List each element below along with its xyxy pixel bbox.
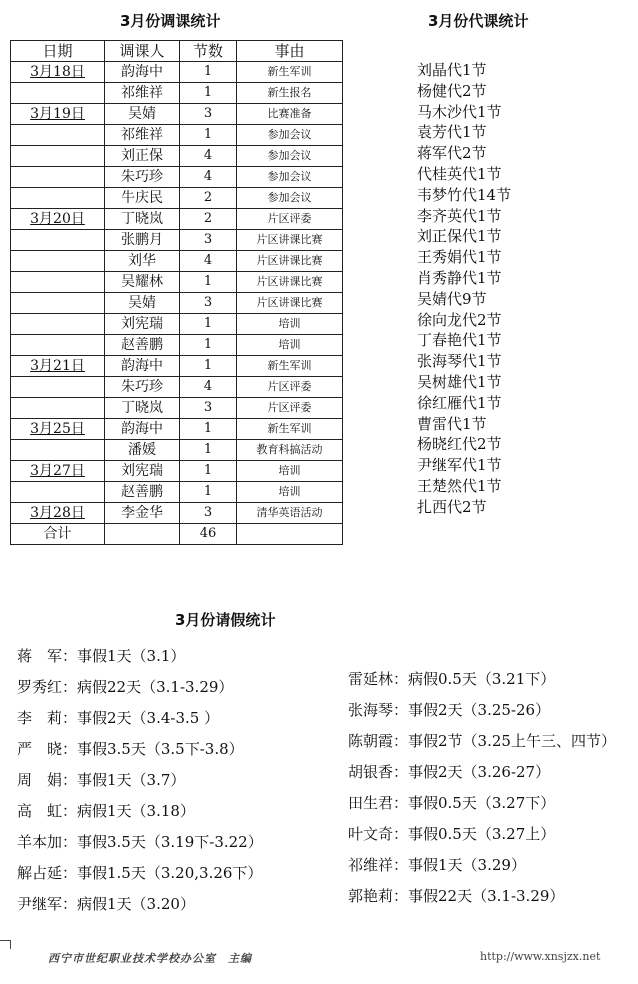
- reason-cell: 片区讲课比赛: [237, 251, 343, 272]
- date-cell: [11, 272, 105, 293]
- date-text: 3月19日: [30, 106, 85, 122]
- count-cell: 2: [180, 209, 237, 230]
- date-cell: [11, 188, 105, 209]
- count-cell: 4: [180, 167, 237, 188]
- list-item: 肖秀静代1节: [417, 268, 502, 287]
- date-cell: [11, 377, 105, 398]
- table-row: [11, 209, 343, 230]
- date-cell: [11, 230, 105, 251]
- date-cell: [11, 125, 105, 146]
- list-item: 陈朝霞：事假2节（3.25上午三、四节）: [348, 732, 616, 750]
- date-cell: [11, 293, 105, 314]
- reason-cell: 片区讲课比赛: [237, 230, 343, 251]
- list-item: 刘晶代1节: [417, 61, 487, 79]
- list-item: 代桂英代1节: [417, 164, 502, 183]
- table-row: [11, 398, 343, 419]
- count-cell: 1: [180, 83, 237, 104]
- date-cell: [11, 335, 105, 356]
- list-item: 胡银香：事假2天（3.26-27）: [348, 763, 551, 781]
- list-item: 祁维祥：事假1天（3.29）: [348, 856, 526, 874]
- list-item: 叶文奇：事假0.5天（3.27上）: [348, 825, 556, 843]
- count-cell: 1: [180, 272, 237, 293]
- list-item: 田生君：事假0.5天（3.27下）: [348, 794, 556, 812]
- list-item: 曹雷代1节: [417, 414, 487, 433]
- list-item: 李 莉：事假2天（3.4-3.5 ）: [17, 709, 220, 727]
- header-reason: 事由: [237, 41, 343, 62]
- reason-cell: 新生军训: [237, 419, 343, 440]
- list-item: 罗秀红：病假22天（3.1-3.29）: [17, 678, 234, 696]
- adjust-table: [10, 40, 343, 545]
- reason-cell: 教育科搞活动: [237, 440, 343, 461]
- date-text: 3月28日: [30, 505, 85, 521]
- list-item: 严 晓：事假3.5天（3.5下-3.8）: [17, 740, 244, 758]
- table-row: [11, 104, 343, 125]
- list-item: 解占延：事假1.5天（3.20,3.26下）: [17, 864, 263, 882]
- leave-title: 3月份请假统计: [175, 611, 276, 629]
- date-cell: [11, 83, 105, 104]
- reason-cell: 片区评委: [237, 398, 343, 419]
- count-cell: 4: [180, 251, 237, 272]
- table-row: [11, 272, 343, 293]
- total-label: 合计: [11, 524, 105, 545]
- count-cell: 3: [180, 230, 237, 251]
- leave-list-left: [17, 645, 263, 924]
- reason-cell: 培训: [237, 314, 343, 335]
- person-cell: 赵善鹏: [105, 482, 180, 503]
- date-cell: [11, 461, 105, 482]
- footer-url: http://www.xnsjzx.net: [480, 950, 601, 963]
- date-cell: [11, 167, 105, 188]
- substitute-list: [417, 60, 511, 518]
- list-item: 韦梦竹代14节: [417, 185, 512, 204]
- list-item: 尹继军代1节: [417, 456, 502, 475]
- adjust-header-row: [11, 41, 343, 62]
- table-row: [11, 188, 343, 209]
- list-item: 高 虹：病假1天（3.18）: [17, 802, 195, 820]
- person-cell: 丁晓岚: [105, 209, 180, 230]
- list-item: 吴婧代9节: [417, 289, 487, 308]
- reason-cell: 参加会议: [237, 146, 343, 167]
- list-item: 郭艳莉：事假22天（3.1-3.29）: [348, 887, 565, 905]
- date-cell: [11, 419, 105, 440]
- date-cell: [11, 440, 105, 461]
- list-item: 蒋军代2节: [417, 144, 487, 163]
- person-cell: 朱巧珍: [105, 377, 180, 398]
- date-cell: [11, 251, 105, 272]
- person-cell: 刘正保: [105, 146, 180, 167]
- reason-cell: 片区讲课比赛: [237, 272, 343, 293]
- count-cell: 1: [180, 314, 237, 335]
- date-cell: [11, 104, 105, 125]
- reason-cell: 参加会议: [237, 167, 343, 188]
- person-cell: 牛庆民: [105, 188, 180, 209]
- table-row: [11, 62, 343, 83]
- count-cell: 1: [180, 419, 237, 440]
- person-cell: 吴耀林: [105, 272, 180, 293]
- reason-cell: 新生军训: [237, 356, 343, 377]
- person-cell: 潘媛: [105, 440, 180, 461]
- person-cell: 祁维祥: [105, 83, 180, 104]
- count-cell: 1: [180, 482, 237, 503]
- person-cell: 韵海中: [105, 419, 180, 440]
- reason-cell: 新生军训: [237, 62, 343, 83]
- table-row: [11, 356, 343, 377]
- date-cell: [11, 209, 105, 230]
- reason-cell: 清华英语活动: [237, 503, 343, 524]
- date-cell: [11, 146, 105, 167]
- leave-list-right: [348, 668, 616, 916]
- person-cell: 祁维祥: [105, 125, 180, 146]
- header-person: 调课人: [105, 41, 180, 62]
- reason-cell: 参加会议: [237, 125, 343, 146]
- date-cell: [11, 314, 105, 335]
- count-cell: 3: [180, 398, 237, 419]
- person-cell: 吴婧: [105, 293, 180, 314]
- table-row: [11, 377, 343, 398]
- table-row: [11, 83, 343, 104]
- count-cell: 1: [180, 125, 237, 146]
- date-cell: [11, 62, 105, 83]
- table-row: [11, 335, 343, 356]
- table-row: [11, 503, 343, 524]
- date-text: 3月20日: [30, 211, 85, 227]
- list-item: 蒋 军：事假1天（3.1）: [17, 647, 186, 665]
- list-item: 杨健代2节: [417, 81, 487, 100]
- reason-cell: 片区评委: [237, 209, 343, 230]
- total-value: 46: [180, 524, 237, 545]
- table-row: [11, 125, 343, 146]
- count-cell: 4: [180, 377, 237, 398]
- reason-cell: 新生报名: [237, 83, 343, 104]
- person-cell: 李金华: [105, 503, 180, 524]
- count-cell: 1: [180, 62, 237, 83]
- list-item: 丁春艳代1节: [417, 331, 502, 350]
- count-cell: 3: [180, 293, 237, 314]
- adjust-table-body: [11, 62, 343, 524]
- count-cell: 3: [180, 503, 237, 524]
- table-row: [11, 461, 343, 482]
- reason-cell: 培训: [237, 461, 343, 482]
- header-date: 日期: [11, 41, 105, 62]
- list-item: 徐红雁代1节: [417, 393, 502, 412]
- total-empty-cell: [237, 524, 343, 545]
- list-item: 羊本加：事假3.5天（3.19下-3.22）: [17, 833, 263, 851]
- total-empty-cell: [105, 524, 180, 545]
- person-cell: 刘宪瑞: [105, 314, 180, 335]
- reason-cell: 片区讲课比赛: [237, 293, 343, 314]
- table-row: [11, 314, 343, 335]
- person-cell: 刘华: [105, 251, 180, 272]
- table-row: [11, 251, 343, 272]
- list-item: 张海琴代1节: [417, 352, 502, 371]
- person-cell: 张鹏月: [105, 230, 180, 251]
- count-cell: 4: [180, 146, 237, 167]
- list-item: 马木沙代1节: [417, 102, 502, 121]
- person-cell: 韵海中: [105, 62, 180, 83]
- table-row: [11, 230, 343, 251]
- list-item: 李齐英代1节: [417, 206, 502, 225]
- person-cell: 丁晓岚: [105, 398, 180, 419]
- table-row: [11, 167, 343, 188]
- list-item: 扎西代2节: [417, 497, 487, 516]
- table-row: [11, 482, 343, 503]
- date-text: 3月25日: [30, 421, 85, 437]
- count-cell: 1: [180, 461, 237, 482]
- person-cell: 赵善鹏: [105, 335, 180, 356]
- table-row: [11, 293, 343, 314]
- person-cell: 韵海中: [105, 356, 180, 377]
- reason-cell: 片区评委: [237, 377, 343, 398]
- list-item: 袁芳代1节: [417, 123, 487, 142]
- header-count: 节数: [180, 41, 237, 62]
- count-cell: 1: [180, 356, 237, 377]
- date-text: 3月18日: [30, 64, 85, 80]
- list-item: 徐向龙代2节: [417, 310, 502, 329]
- date-cell: [11, 398, 105, 419]
- adjust-title: 3月份调课统计: [120, 12, 221, 30]
- person-cell: 朱巧珍: [105, 167, 180, 188]
- list-item: 杨晓红代2节: [417, 435, 502, 454]
- adjust-total-row: [11, 524, 343, 545]
- count-cell: 3: [180, 104, 237, 125]
- list-item: 刘正保代1节: [417, 227, 502, 246]
- date-text: 3月27日: [30, 463, 85, 479]
- list-item: 周 娟：事假1天（3.7）: [17, 771, 186, 789]
- reason-cell: 比赛准备: [237, 104, 343, 125]
- list-item: 张海琴：事假2天（3.25-26）: [348, 701, 551, 719]
- reason-cell: 参加会议: [237, 188, 343, 209]
- footer-office: 西宁市世纪职业技术学校办公室 主编: [48, 952, 252, 965]
- count-cell: 1: [180, 440, 237, 461]
- count-cell: 1: [180, 335, 237, 356]
- date-cell: [11, 503, 105, 524]
- list-item: 王楚然代1节: [417, 476, 502, 495]
- corner-mark: [0, 940, 11, 949]
- list-item: 王秀娟代1节: [417, 248, 502, 267]
- person-cell: 刘宪瑞: [105, 461, 180, 482]
- date-cell: [11, 482, 105, 503]
- table-row: [11, 146, 343, 167]
- table-row: [11, 440, 343, 461]
- date-text: 3月21日: [30, 358, 85, 374]
- table-row: [11, 419, 343, 440]
- date-cell: [11, 356, 105, 377]
- reason-cell: 培训: [237, 482, 343, 503]
- list-item: 雷延林：病假0.5天（3.21下）: [348, 670, 556, 688]
- substitute-title: 3月份代课统计: [428, 12, 529, 30]
- count-cell: 2: [180, 188, 237, 209]
- reason-cell: 培训: [237, 335, 343, 356]
- list-item: 尹继军：病假1天（3.20）: [17, 895, 195, 913]
- person-cell: 吴婧: [105, 104, 180, 125]
- list-item: 吴树雄代1节: [417, 372, 502, 391]
